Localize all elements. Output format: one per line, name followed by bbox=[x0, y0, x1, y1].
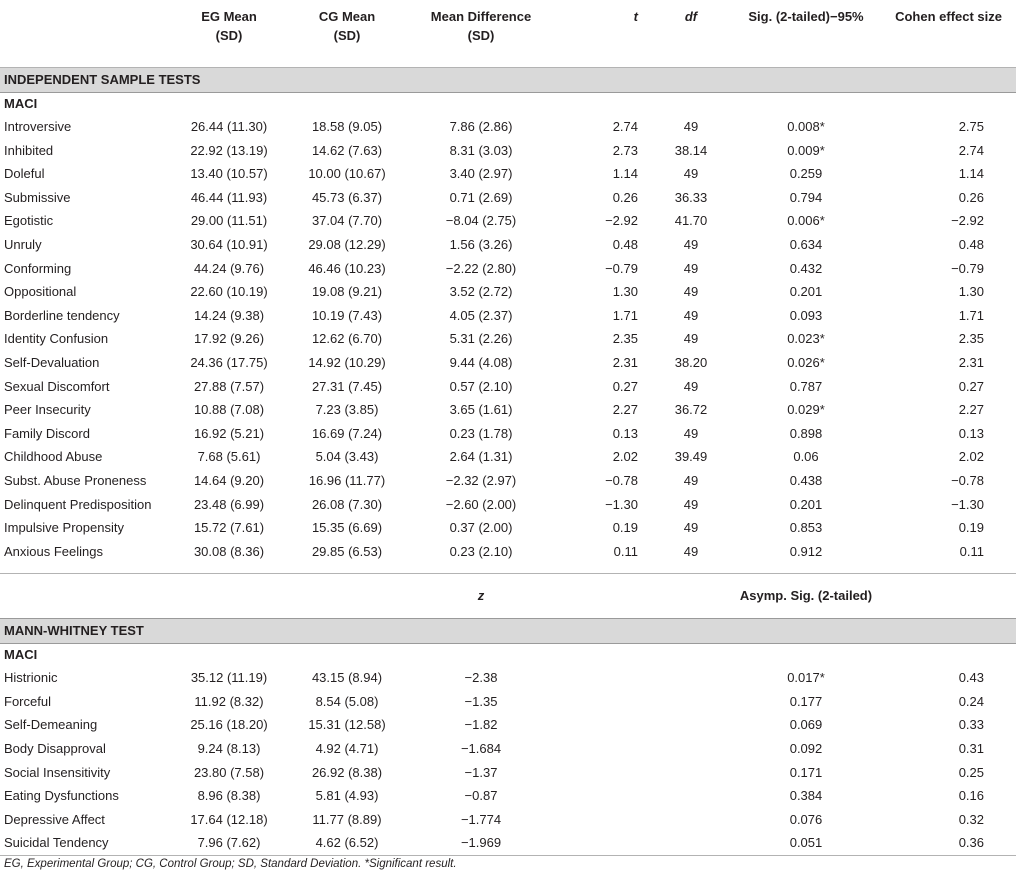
cg-mean-cell: 12.62 (6.70) bbox=[311, 331, 383, 347]
df-cell: 36.72 bbox=[674, 402, 708, 418]
subsection-header bbox=[0, 93, 1016, 116]
asymp-sig-cell: 0.017* bbox=[787, 670, 825, 686]
table-row bbox=[0, 351, 1016, 375]
sig-cell: 0.023* bbox=[787, 331, 825, 347]
df-cell: 49 bbox=[683, 425, 699, 441]
scale-name: Social Insensitivity bbox=[4, 764, 111, 780]
empty-cell bbox=[556, 831, 656, 855]
table-row bbox=[0, 422, 1016, 446]
table-row bbox=[0, 115, 1016, 139]
table-row bbox=[0, 808, 1016, 832]
t-cell: 1.71 bbox=[612, 307, 638, 323]
effect-size-cell: 0.25 bbox=[958, 764, 984, 780]
z-cell: −1.37 bbox=[464, 764, 498, 780]
effect-size-cell: 0.32 bbox=[958, 811, 984, 827]
effect-size-cell: 0.33 bbox=[958, 717, 984, 733]
cg-mean-cell: 14.62 (7.63) bbox=[311, 142, 383, 158]
eg-mean-cell: 14.24 (9.38) bbox=[193, 307, 265, 323]
df-cell: 49 bbox=[683, 378, 699, 394]
asymp-sig-cell: 0.076 bbox=[789, 811, 823, 827]
section-header-independent bbox=[0, 68, 1016, 93]
t-cell: 2.27 bbox=[612, 402, 638, 418]
scale-name: Identity Confusion bbox=[4, 331, 109, 347]
table-row bbox=[0, 516, 1016, 540]
cg-mean-cell: 45.73 (6.37) bbox=[311, 189, 383, 205]
cg-mean-cell: 4.92 (4.71) bbox=[315, 741, 379, 757]
effect-size-cell: 0.16 bbox=[958, 788, 984, 804]
cohen-cell: 0.19 bbox=[958, 520, 984, 536]
asymp-sig-cell: 0.171 bbox=[789, 764, 823, 780]
cohen-cell: 2.27 bbox=[958, 402, 984, 418]
empty-cell bbox=[556, 808, 656, 832]
section-title: MANN-WHITNEY TEST bbox=[0, 619, 1016, 644]
header-sig: Sig. (2-tailed)−95% bbox=[726, 0, 886, 68]
sig-cell: 0.432 bbox=[789, 260, 823, 276]
df-cell: 49 bbox=[683, 472, 699, 488]
section-title: INDEPENDENT SAMPLE TESTS bbox=[0, 68, 1016, 93]
df-cell: 49 bbox=[683, 496, 699, 512]
sig-cell: 0.853 bbox=[789, 520, 823, 536]
table-header-row bbox=[0, 0, 1016, 68]
sig-cell: 0.787 bbox=[789, 378, 823, 394]
cohen-cell: 2.31 bbox=[958, 354, 984, 370]
cg-mean-cell: 8.54 (5.08) bbox=[315, 693, 379, 709]
cg-mean-cell: 19.08 (9.21) bbox=[311, 284, 383, 300]
t-cell: −0.78 bbox=[605, 472, 638, 488]
cg-mean-cell: 10.00 (10.67) bbox=[308, 166, 386, 182]
sig-cell: 0.009* bbox=[787, 142, 825, 158]
mean-diff-cell: 2.64 (1.31) bbox=[449, 449, 513, 465]
eg-mean-cell: 44.24 (9.76) bbox=[193, 260, 265, 276]
t-cell: 0.19 bbox=[612, 520, 638, 536]
z-cell: −1.774 bbox=[460, 811, 502, 827]
cg-mean-cell: 37.04 (7.70) bbox=[311, 213, 383, 229]
empty-cell bbox=[556, 713, 656, 737]
cohen-cell: −1.30 bbox=[951, 496, 984, 512]
eg-mean-cell: 22.60 (10.19) bbox=[190, 284, 268, 300]
cohen-cell: 2.75 bbox=[958, 119, 984, 134]
empty-cell bbox=[656, 713, 726, 737]
cg-mean-cell: 15.31 (12.58) bbox=[308, 717, 386, 733]
t-cell: 0.26 bbox=[612, 189, 638, 205]
sig-cell: 0.006* bbox=[787, 213, 825, 229]
table-row bbox=[0, 469, 1016, 493]
cg-mean-cell: 29.08 (12.29) bbox=[308, 236, 386, 252]
sig-cell: 0.201 bbox=[789, 284, 823, 300]
mean-diff-cell: 0.57 (2.10) bbox=[449, 378, 513, 394]
t-cell: 2.73 bbox=[612, 142, 638, 158]
scale-name: Submissive bbox=[4, 189, 71, 205]
sig-cell: 0.201 bbox=[789, 496, 823, 512]
empty-cell bbox=[556, 666, 656, 690]
cg-mean-cell: 29.85 (6.53) bbox=[311, 543, 383, 559]
empty-cell bbox=[556, 737, 656, 761]
scale-name: Forceful bbox=[4, 693, 51, 709]
z-cell: −1.82 bbox=[464, 717, 498, 733]
sig-cell: 0.898 bbox=[789, 425, 823, 441]
df-cell: 41.70 bbox=[674, 213, 708, 229]
t-cell: 0.48 bbox=[612, 236, 638, 252]
mann-whitney-header-row bbox=[0, 574, 1016, 619]
cohen-cell: 1.30 bbox=[958, 284, 984, 300]
t-cell: 1.14 bbox=[612, 166, 638, 182]
df-cell: 39.49 bbox=[674, 449, 708, 465]
effect-size-cell: 0.43 bbox=[958, 670, 984, 686]
eg-mean-cell: 7.96 (7.62) bbox=[170, 831, 288, 855]
cg-mean-cell: 15.35 (6.69) bbox=[311, 520, 383, 536]
mean-diff-cell: 3.52 (2.72) bbox=[449, 284, 513, 300]
subsection-header bbox=[0, 644, 1016, 667]
header-eg-mean: EG Mean (SD) bbox=[170, 0, 288, 68]
table-row bbox=[0, 690, 1016, 714]
asymp-sig-cell: 0.177 bbox=[789, 693, 823, 709]
table-row bbox=[0, 186, 1016, 210]
t-cell: 0.11 bbox=[613, 543, 638, 559]
df-cell: 49 bbox=[683, 307, 699, 323]
mean-diff-cell: 3.40 (2.97) bbox=[449, 166, 513, 182]
eg-mean-cell: 23.80 (7.58) bbox=[193, 764, 265, 780]
mean-diff-cell: 8.31 (3.03) bbox=[449, 142, 513, 158]
sig-cell: 0.634 bbox=[789, 236, 823, 252]
mean-diff-cell: 0.23 (1.78) bbox=[449, 425, 513, 441]
eg-mean-cell: 10.88 (7.08) bbox=[193, 402, 265, 418]
sig-cell: 0.259 bbox=[789, 166, 823, 182]
eg-mean-cell: 25.16 (18.20) bbox=[190, 717, 268, 733]
scale-name: Anxious Feelings bbox=[4, 543, 103, 559]
table-row bbox=[0, 209, 1016, 233]
mean-diff-cell: −8.04 (2.75) bbox=[445, 213, 517, 229]
cg-mean-cell: 7.23 (3.85) bbox=[315, 402, 379, 418]
eg-mean-cell: 29.00 (11.51) bbox=[190, 213, 268, 229]
scale-name: Oppositional bbox=[4, 284, 77, 300]
table-row bbox=[0, 280, 1016, 304]
df-cell: 49 bbox=[683, 260, 699, 276]
table-row bbox=[0, 445, 1016, 469]
empty-cell bbox=[656, 831, 726, 855]
cg-mean-cell: 5.04 (3.43) bbox=[315, 449, 379, 465]
sig-cell: 0.794 bbox=[789, 189, 823, 205]
cg-mean-cell: 14.92 (10.29) bbox=[308, 354, 386, 370]
scale-name: Depressive Affect bbox=[4, 811, 105, 827]
cohen-cell: 2.35 bbox=[958, 331, 984, 347]
table-row bbox=[0, 713, 1016, 737]
table-row bbox=[0, 666, 1016, 690]
mean-diff-cell: −2.32 (2.97) bbox=[445, 472, 517, 488]
t-cell: −0.79 bbox=[605, 260, 638, 276]
mean-diff-cell: 0.23 (2.10) bbox=[449, 543, 513, 559]
asymp-sig-cell: 0.384 bbox=[789, 788, 823, 804]
sig-cell: 0.06 bbox=[793, 449, 819, 465]
cg-mean-cell: 46.46 (10.23) bbox=[308, 260, 386, 276]
eg-mean-cell: 35.12 (11.19) bbox=[190, 670, 268, 686]
cohen-cell: 0.26 bbox=[958, 189, 984, 205]
subsection-title: MACI bbox=[4, 96, 38, 111]
cg-mean-cell: 4.62 (6.52) bbox=[288, 831, 406, 855]
df-cell: 49 bbox=[683, 543, 699, 559]
eg-mean-cell: 14.64 (9.20) bbox=[193, 472, 265, 488]
t-cell: 2.74 bbox=[612, 119, 638, 134]
eg-mean-cell: 24.36 (17.75) bbox=[190, 354, 268, 370]
cohen-cell: 1.71 bbox=[958, 307, 984, 323]
scale-name: Inhibited bbox=[4, 142, 54, 158]
eg-mean-cell: 15.72 (7.61) bbox=[193, 520, 265, 536]
df-cell: 49 bbox=[683, 284, 699, 300]
t-cell: 2.31 bbox=[612, 354, 638, 370]
eg-mean-cell: 22.92 (13.19) bbox=[190, 142, 268, 158]
cg-mean-cell: 16.69 (7.24) bbox=[311, 425, 383, 441]
mean-diff-cell: 7.86 (2.86) bbox=[449, 119, 513, 134]
cg-mean-cell: 26.08 (7.30) bbox=[311, 496, 383, 512]
cg-mean-cell: 10.19 (7.43) bbox=[311, 307, 383, 323]
mean-diff-cell: 0.71 (2.69) bbox=[449, 189, 513, 205]
table-row bbox=[0, 493, 1016, 517]
eg-mean-cell: 17.64 (12.18) bbox=[190, 811, 268, 827]
sig-cell: 0.093 bbox=[789, 307, 823, 323]
eg-mean-cell: 17.92 (9.26) bbox=[193, 331, 265, 347]
scale-name: Conforming bbox=[4, 260, 72, 276]
empty-cell bbox=[556, 761, 656, 785]
effect-size-cell: 0.36 bbox=[886, 831, 1016, 855]
t-cell: 0.27 bbox=[612, 378, 638, 394]
df-cell: 36.33 bbox=[674, 189, 708, 205]
scale-name: Unruly bbox=[4, 236, 42, 252]
header-cg-mean: CG Mean (SD) bbox=[288, 0, 406, 68]
cohen-cell: 0.11 bbox=[959, 543, 984, 559]
z-cell: −1.35 bbox=[464, 693, 498, 709]
table-row bbox=[0, 831, 1016, 855]
z-cell: −2.38 bbox=[464, 670, 498, 686]
scale-name: Introversive bbox=[4, 119, 72, 134]
cohen-cell: −0.78 bbox=[951, 472, 984, 488]
table-row bbox=[0, 375, 1016, 399]
asymp-sig-cell: 0.092 bbox=[789, 741, 823, 757]
table-row bbox=[0, 162, 1016, 186]
t-cell: −2.92 bbox=[605, 213, 638, 229]
header-asymp-sig: Asymp. Sig. (2-tailed) bbox=[726, 574, 886, 619]
cohen-cell: −2.92 bbox=[951, 213, 984, 229]
z-cell: −1.684 bbox=[460, 741, 502, 757]
cg-mean-cell: 26.92 (8.38) bbox=[311, 764, 383, 780]
scale-name: Impulsive Propensity bbox=[4, 520, 124, 536]
mean-diff-cell: 5.31 (2.26) bbox=[449, 331, 513, 347]
table-row bbox=[0, 398, 1016, 422]
eg-mean-cell: 30.64 (10.91) bbox=[190, 236, 268, 252]
empty-cell bbox=[656, 808, 726, 832]
cohen-cell: 2.74 bbox=[958, 142, 984, 158]
cohen-cell: 0.13 bbox=[958, 425, 984, 441]
empty-cell bbox=[656, 737, 726, 761]
scale-name: Self-Demeaning bbox=[4, 717, 98, 733]
cg-mean-cell: 11.77 (8.89) bbox=[312, 811, 382, 827]
cg-mean-cell: 43.15 (8.94) bbox=[311, 670, 383, 686]
scale-name: Sexual Discomfort bbox=[4, 378, 110, 394]
scale-name: Egotistic bbox=[4, 213, 54, 229]
header-mean-difference: Mean Difference (SD) bbox=[406, 0, 556, 68]
empty-cell bbox=[656, 690, 726, 714]
df-cell: 49 bbox=[683, 520, 699, 536]
header-df: df bbox=[656, 0, 726, 68]
table-row bbox=[0, 737, 1016, 761]
sig-cell: 0.438 bbox=[789, 472, 823, 488]
sig-cell: 0.029* bbox=[787, 402, 825, 418]
df-cell: 49 bbox=[683, 119, 699, 134]
t-cell: 0.13 bbox=[612, 425, 638, 441]
empty-cell bbox=[556, 690, 656, 714]
scale-name: Borderline tendency bbox=[4, 307, 120, 323]
eg-mean-cell: 7.68 (5.61) bbox=[197, 449, 261, 465]
header-cohen: Cohen effect size bbox=[886, 0, 1016, 68]
mean-diff-cell: −2.60 (2.00) bbox=[445, 496, 517, 512]
scale-name: Subst. Abuse Proneness bbox=[4, 472, 147, 488]
scale-name: Family Discord bbox=[4, 425, 90, 441]
table-row bbox=[0, 257, 1016, 281]
scale-name: Peer Insecurity bbox=[4, 402, 91, 418]
t-cell: 2.02 bbox=[612, 449, 638, 465]
sig-cell: 0.026* bbox=[787, 354, 825, 370]
scale-name: Body Disapproval bbox=[4, 741, 106, 757]
subsection-title: MACI bbox=[4, 647, 38, 663]
t-cell: −1.30 bbox=[605, 496, 638, 512]
df-cell: 49 bbox=[683, 236, 699, 252]
df-cell: 49 bbox=[683, 331, 699, 347]
t-cell: 1.30 bbox=[612, 284, 638, 300]
cohen-cell: 0.27 bbox=[958, 378, 984, 394]
eg-mean-cell: 46.44 (11.93) bbox=[190, 189, 268, 205]
z-cell: −1.969 bbox=[406, 831, 556, 855]
eg-mean-cell: 27.88 (7.57) bbox=[193, 378, 265, 394]
mean-diff-cell: 3.65 (1.61) bbox=[449, 402, 513, 418]
cg-mean-cell: 16.96 (11.77) bbox=[308, 472, 386, 488]
table-row bbox=[0, 139, 1016, 163]
header-t: t bbox=[556, 0, 656, 68]
scale-name: Eating Dysfunctions bbox=[4, 788, 119, 804]
cohen-cell: 0.48 bbox=[958, 236, 984, 252]
scale-name: Suicidal Tendency bbox=[0, 831, 170, 855]
sig-cell: 0.912 bbox=[789, 543, 823, 559]
asymp-sig-cell: 0.069 bbox=[789, 717, 823, 733]
asymp-sig-cell: 0.051 bbox=[726, 831, 886, 855]
scale-name: Self-Devaluation bbox=[4, 354, 100, 370]
table-row bbox=[0, 784, 1016, 808]
empty-cell bbox=[656, 666, 726, 690]
eg-mean-cell: 26.44 (11.30) bbox=[190, 119, 268, 134]
section-header-mann-whitney bbox=[0, 619, 1016, 644]
scale-name: Delinquent Predisposition bbox=[4, 496, 152, 512]
eg-mean-cell: 23.48 (6.99) bbox=[193, 496, 265, 512]
z-cell: −0.87 bbox=[464, 788, 498, 804]
sig-cell: 0.008* bbox=[787, 119, 825, 134]
cohen-cell: −0.79 bbox=[951, 260, 984, 276]
cohen-cell: 2.02 bbox=[958, 449, 984, 465]
table-row bbox=[0, 233, 1016, 257]
empty-cell bbox=[556, 784, 656, 808]
cg-mean-cell: 5.81 (4.93) bbox=[315, 788, 379, 804]
mean-diff-cell: 9.44 (4.08) bbox=[449, 354, 513, 370]
table-row bbox=[0, 540, 1016, 564]
empty-cell bbox=[656, 761, 726, 785]
effect-size-cell: 0.24 bbox=[958, 693, 984, 709]
eg-mean-cell: 13.40 (10.57) bbox=[190, 166, 268, 182]
eg-mean-cell: 8.96 (8.38) bbox=[197, 788, 261, 804]
table-row bbox=[0, 761, 1016, 785]
scale-name: Doleful bbox=[4, 166, 45, 182]
scale-name: Childhood Abuse bbox=[4, 449, 103, 465]
eg-mean-cell: 30.08 (8.36) bbox=[193, 543, 265, 559]
mean-diff-cell: 1.56 (3.26) bbox=[449, 236, 513, 252]
effect-size-cell: 0.31 bbox=[958, 741, 984, 757]
eg-mean-cell: 9.24 (8.13) bbox=[197, 741, 261, 757]
eg-mean-cell: 16.92 (5.21) bbox=[193, 425, 265, 441]
table-row bbox=[0, 304, 1016, 328]
header-z: z bbox=[406, 574, 556, 619]
table-footnote: EG, Experimental Group; CG, Control Group; SD, Standard Deviation. *Significant result. bbox=[4, 858, 457, 870]
scale-name: Histrionic bbox=[4, 670, 58, 686]
mean-diff-cell: −2.22 (2.80) bbox=[445, 260, 517, 276]
header-label bbox=[0, 0, 170, 68]
df-cell: 49 bbox=[683, 166, 699, 182]
eg-mean-cell: 11.92 (8.32) bbox=[194, 693, 264, 709]
cohen-cell: 1.14 bbox=[958, 166, 984, 182]
empty-cell bbox=[656, 784, 726, 808]
mean-diff-cell: 4.05 (2.37) bbox=[449, 307, 513, 323]
df-cell: 38.20 bbox=[674, 354, 708, 370]
cg-mean-cell: 18.58 (9.05) bbox=[311, 119, 383, 134]
cg-mean-cell: 27.31 (7.45) bbox=[311, 378, 383, 394]
t-cell: 2.35 bbox=[612, 331, 638, 347]
mean-diff-cell: 0.37 (2.00) bbox=[449, 520, 513, 536]
df-cell: 38.14 bbox=[674, 142, 708, 158]
table-row bbox=[0, 327, 1016, 351]
